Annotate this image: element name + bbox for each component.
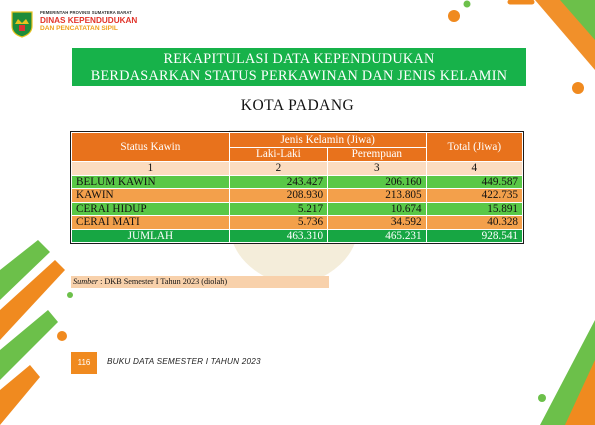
footer-book-title: BUKU DATA SEMESTER I TAHUN 2023: [107, 357, 261, 366]
table-row: [72, 202, 523, 216]
total-total: 928.541: [426, 229, 522, 243]
row-status: KAWIN: [72, 189, 230, 203]
table-row: [72, 216, 523, 230]
col-number: 3: [328, 162, 427, 176]
source-text: : DKB Semester I Tahun 2023 (diolah): [100, 277, 228, 286]
row-status: BELUM KAWIN: [72, 175, 230, 189]
row-male: 5.736: [229, 216, 327, 230]
header-female: Perempuan: [328, 147, 427, 162]
row-total: 40.328: [426, 216, 522, 230]
row-female: 10.674: [328, 202, 427, 216]
row-female: 206.160: [328, 175, 427, 189]
row-male: 5.217: [229, 202, 327, 216]
bottom-left-decoration: [0, 240, 80, 425]
region-title: KOTA PADANG: [240, 97, 355, 114]
source-label: Sumber: [73, 277, 99, 286]
source-note: [71, 276, 329, 288]
title-line1: REKAPITULASI DATA KEPENDUDUKAN: [163, 51, 435, 67]
org-line2: DINAS KEPENDUDUKAN: [40, 16, 138, 26]
org-line1: PEMERINTAH PROVINSI SUMATERA BARAT: [40, 10, 132, 15]
total-row: [72, 229, 523, 243]
page-number: 116: [71, 352, 97, 374]
row-total: 15.891: [426, 202, 522, 216]
col-number: 4: [426, 162, 522, 176]
header-male: Laki-Laki: [229, 147, 327, 162]
total-label: JUMLAH: [72, 229, 230, 243]
row-male: 243.427: [229, 175, 327, 189]
org-line3: DAN PENCATATAN SIPIL: [40, 25, 118, 33]
table-row: [72, 189, 523, 203]
row-male: 208.930: [229, 189, 327, 203]
row-status: CERAI MATI: [72, 216, 230, 230]
header-status: Status Kawin: [72, 133, 230, 162]
col-number: 2: [229, 162, 327, 176]
marital-status-table: [71, 132, 523, 243]
header-gender-group: Jenis Kelamin (Jiwa): [229, 133, 426, 148]
row-total: 422.735: [426, 189, 522, 203]
row-female: 34.592: [328, 216, 427, 230]
row-status: CERAI HIDUP: [72, 202, 230, 216]
total-male: 463.310: [229, 229, 327, 243]
org-name: [40, 11, 137, 33]
row-female: 213.805: [328, 189, 427, 203]
total-female: 465.231: [328, 229, 427, 243]
col-number: 1: [72, 162, 230, 176]
header-total: Total (Jiwa): [426, 133, 522, 162]
title-banner: [72, 48, 526, 86]
row-total: 449.587: [426, 175, 522, 189]
table-row: [72, 175, 523, 189]
title-line2: BERDASARKAN STATUS PERKAWINAN DAN JENIS KELAMIN: [90, 68, 508, 84]
province-crest-icon: [10, 10, 34, 38]
bottom-right-decoration: [520, 320, 595, 425]
